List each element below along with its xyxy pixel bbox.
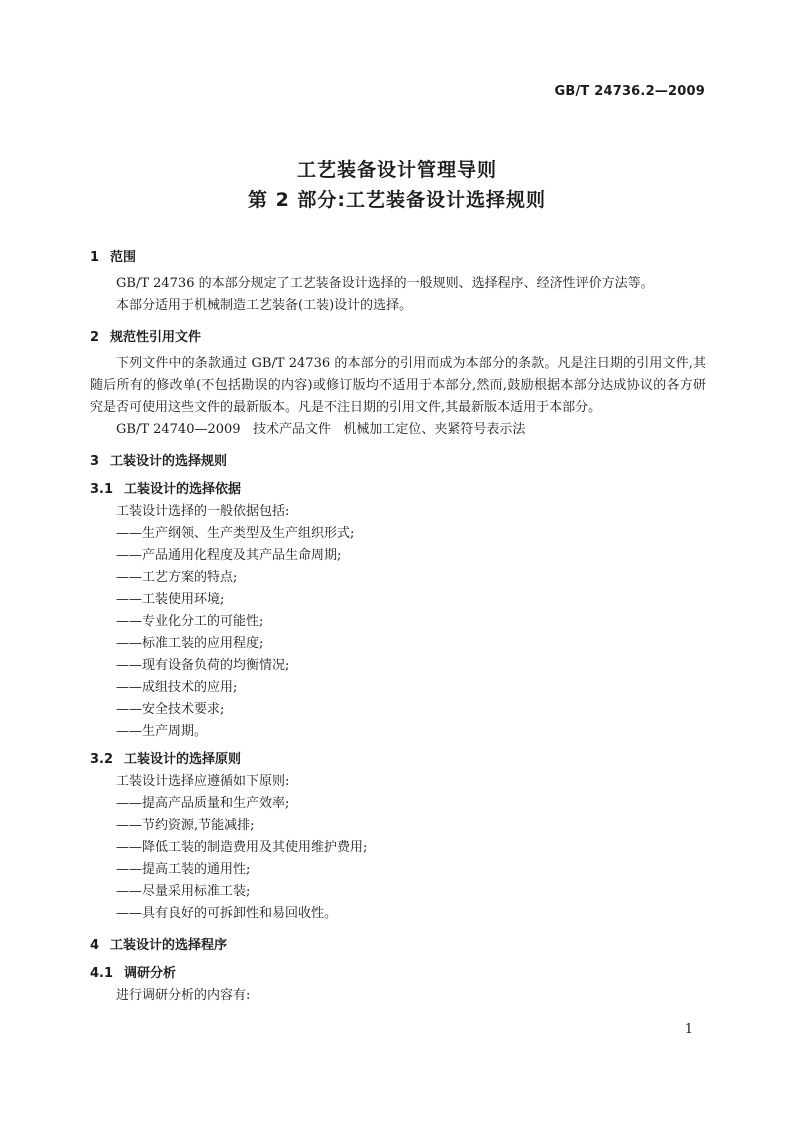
- list-item: ——生产周期。: [116, 724, 208, 739]
- list-item: ——专业化分工的可能性;: [116, 614, 264, 629]
- section-number: 1: [90, 250, 100, 265]
- section-title: 工装设计的选择规则: [110, 454, 228, 469]
- section-number: 2: [90, 330, 100, 345]
- section-title: 范围: [110, 250, 137, 265]
- list-item: ——安全技术要求;: [116, 702, 225, 717]
- section-3-heading: [90, 451, 706, 473]
- paragraph: GB/T 24736 的本部分规定了工艺装备设计选择的一般规则、选择程序、经济性评价方法等。: [116, 276, 654, 291]
- list-item: ——提高工装的通用性;: [116, 862, 251, 877]
- list-item: ——工装使用环境;: [116, 592, 225, 607]
- normative-reference: GB/T 24740—2009 技术产品文件 机械加工定位、夹紧符号表示法: [116, 422, 526, 437]
- section-3-1-heading: [90, 479, 706, 501]
- list-item: ——生产纲领、生产类型及生产组织形式;: [116, 526, 355, 541]
- list-item: ——工艺方案的特点;: [116, 570, 238, 585]
- section-title: 工装设计的选择程序: [110, 938, 228, 953]
- section-number: 4: [90, 938, 100, 953]
- subsection-number: 4.1: [90, 966, 114, 981]
- list-item: ——降低工装的制造费用及其使用维护费用;: [116, 840, 368, 855]
- list-intro: 工装设计选择应遵循如下原则:: [116, 774, 290, 789]
- subsection-number: 3.2: [90, 752, 114, 767]
- list-item: ——产品通用化程度及其产品生命周期;: [116, 548, 342, 563]
- list-item: ——标准工装的应用程度;: [116, 636, 264, 651]
- section-2-heading: [90, 327, 706, 349]
- section-4-heading: [90, 935, 706, 957]
- section-4-1-heading: [90, 963, 706, 985]
- section-number: 3: [90, 454, 100, 469]
- page-number: 1: [684, 1022, 693, 1037]
- paragraph: 下列文件中的条款通过 GB/T 24736 的本部分的引用而成为本部分的条款。凡是注日期的引用文件,其随后所有的修改单(不包括勘误的内容)或修订版均不适用于本部分,然而,鼓励根据本部分达成协议的各方研究是否可使用这些文件的最新版本。凡是不注日期的引用文件,其最新版本适用于本部分。: [90, 356, 706, 415]
- subsection-title: 工装设计的选择原则: [124, 752, 242, 767]
- subsection-title: 工装设计的选择依据: [124, 482, 242, 497]
- list-item: ——现有设备负荷的均衡情况;: [116, 658, 290, 673]
- list-intro: 进行调研分析的内容有:: [116, 988, 251, 1003]
- subsection-number: 3.1: [90, 482, 114, 497]
- list-item: ——成组技术的应用;: [116, 680, 238, 695]
- list-item: ——节约资源,节能减排;: [116, 818, 255, 833]
- paragraph: 本部分适用于机械制造工艺装备(工装)设计的选择。: [116, 298, 413, 313]
- document-body: [90, 247, 706, 1007]
- document-subtitle: 第 2 部分:工艺装备设计选择规则: [247, 189, 547, 211]
- section-1-heading: [90, 247, 706, 269]
- subsection-title: 调研分析: [124, 966, 177, 981]
- list-item: ——提高产品质量和生产效率;: [116, 796, 290, 811]
- document-title: 工艺装备设计管理导则: [296, 159, 497, 181]
- section-3-2-heading: [90, 749, 706, 771]
- list-item: ——尽量采用标准工装;: [116, 884, 251, 899]
- list-intro: 工装设计选择的一般依据包括:: [116, 504, 290, 519]
- section-title: 规范性引用文件: [110, 330, 202, 345]
- list-item: ——具有良好的可拆卸性和易回收性。: [116, 906, 338, 921]
- standard-code: GB/T 24736.2—2009: [554, 84, 705, 99]
